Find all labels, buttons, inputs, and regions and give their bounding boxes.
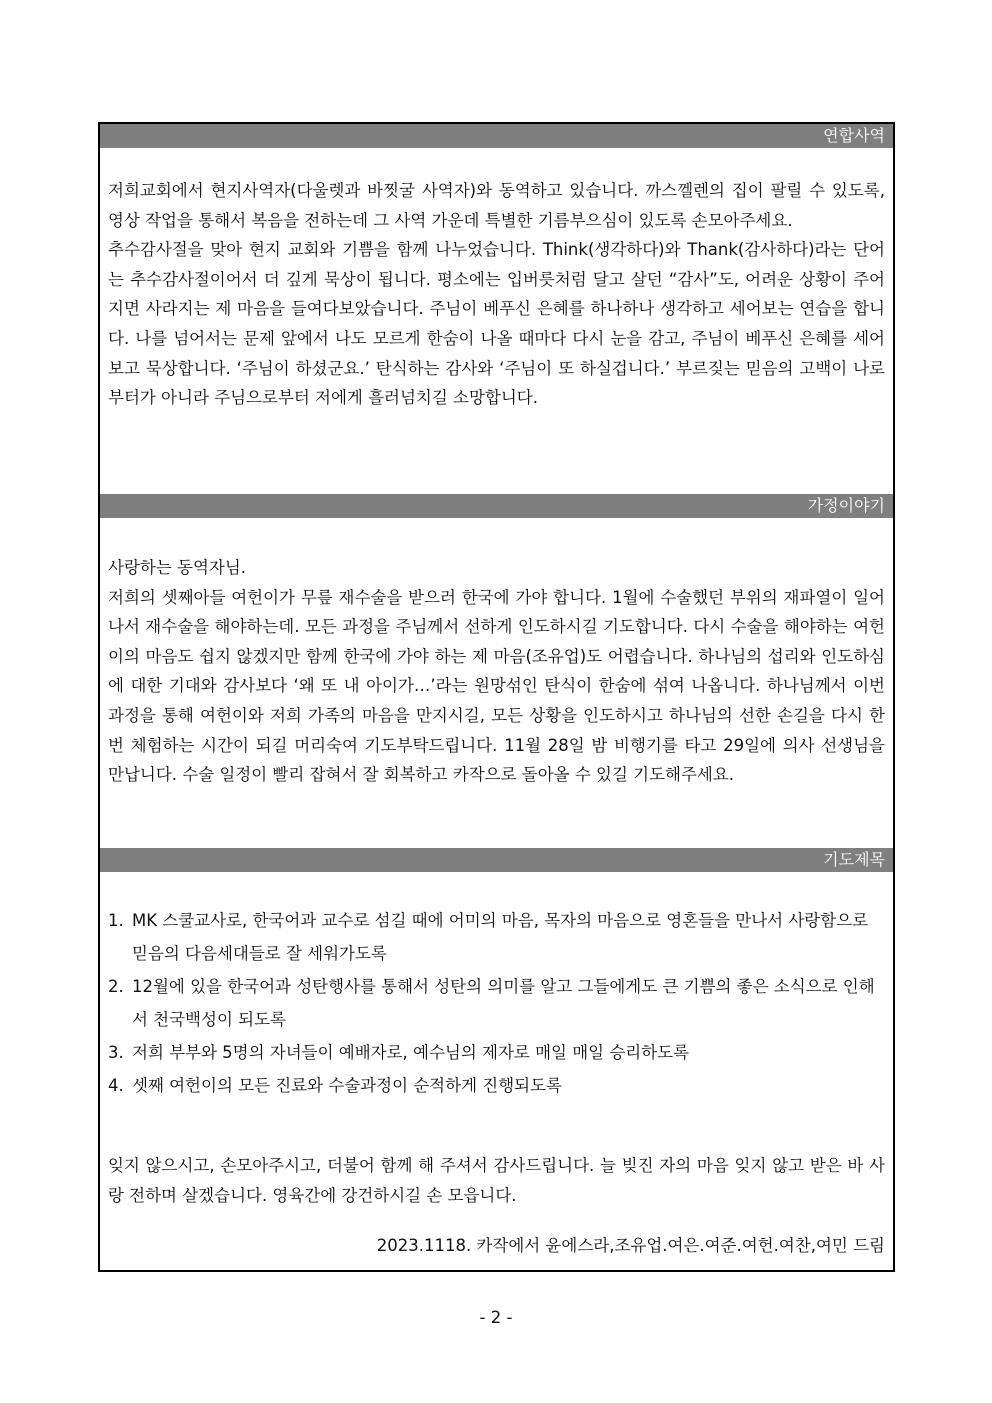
greeting: 사랑하는 동역자님. [108, 558, 247, 577]
section-title: 가정이야기 [807, 496, 885, 515]
list-item [108, 1069, 885, 1102]
closing-text: 잊지 않으시고, 손모아주시고, 더불어 함께 해 주셔서 감사드립니다. 늘 빚진 자의 마음 잊지 않고 받은 바 사랑 전하며 살겠습니다. 영육간에 강건하시길 손 모읍니다. [108, 1156, 885, 1205]
item-number: 1. [108, 911, 124, 930]
family-body [108, 553, 885, 790]
section-title: 연합사역 [823, 126, 885, 145]
signature: 2023.1118. 카작에서 윤에스라,조유업.여은.여준.여헌.여찬,여민 드림 [376, 1236, 885, 1255]
paragraph: 저희교회에서 현지사역자(다울렛과 바찟굴 사역자)와 동역하고 있습니다. 까스껠렌의 집이 팔릴 수 있도록, 영상 작업을 통해서 복음을 전하는데 그 사역 가운데 특별한 기름부으심이 있도록 손모아주세요. [108, 181, 885, 230]
list-item [108, 904, 885, 970]
prayer-list [108, 904, 885, 1102]
list-item [108, 970, 885, 1036]
item-text: MK 스쿨교사로, 한국어과 교수로 섬길 때에 어미의 마음, 목자의 마음으로 영혼들을 만나서 사랑함으로 믿음의 다음세대들로 잘 세워가도록 [132, 911, 869, 963]
section-header-family [100, 494, 893, 518]
ministry-body [108, 176, 885, 413]
paragraph: 저희의 셋째아들 여헌이가 무릎 재수술을 받으러 한국에 가야 합니다. 1월에 수술했던 부위의 재파열이 일어나서 재수술을 해야하는데. 모든 과정을 주님께서 선하게 인도하시길 기도합니다. 다시 수술을 해야하는 여헌이의 마음도 쉽지 않겠지만 함께 한국에 가야 하는 제 마음(조유업)도 어렵습니다. 하나님의 섭리와 인도하심에 대한 기대와 감사보다 ‘왜 또 내 아이가…’라는 원망섞인 탄식이 한숨에 섞여 나옵니다. 하나님께서 이번 과정을 통해 여헌이와 저희 가족의 마음을 만지시길, 모든 상황을 인도하시고 하나님의 선한 손길을 다시 한 번 체험하는 시간이 되길 머리숙여 기도부탁드립니다. 11월 28일 밤 비행기를 타고 29일에 의사 선생님을 만납니다. 수술 일정이 빨리 잡혀서 잘 회복하고 카작으로 돌아올 수 있길 기도해주세요. [108, 587, 885, 785]
item-text: 12월에 있을 한국어과 성탄행사를 통해서 성탄의 의미를 알고 그들에게도 큰 기쁨의 좋은 소식으로 인해서 천국백성이 되도록 [132, 977, 875, 1029]
item-number: 4. [108, 1076, 124, 1095]
item-text: 셋째 여헌이의 모든 진료와 수술과정이 순적하게 진행되도록 [132, 1076, 562, 1095]
newsletter-frame [98, 122, 895, 1272]
closing-message [108, 1151, 885, 1210]
section-header-ministry [100, 124, 893, 148]
list-item [108, 1036, 885, 1069]
item-text: 저희 부부와 5명의 자녀들이 예배자로, 예수님의 제자로 매일 매일 승리하도록 [132, 1043, 690, 1062]
paragraph: 추수감사절을 맞아 현지 교회와 기쁨을 함께 나누었습니다. Think(생각하다)와 Thank(감사하다)라는 단어는 추수감사절이어서 더 깊게 묵상이 됩니다. 평소에는 입버릇처럼 달고 살던 “감사”도, 어려운 상황이 주어지면 사라지는 제 마음을 들여다보았습니다. 주님이 베푸신 은혜를 하나하나 생각하고 세어보는 연습을 합니다. 나를 넘어서는 문제 앞에서 나도 모르게 한숨이 나올 때마다 다시 눈을 감고, 주님이 베푸신 은혜를 세어보고 묵상합니다. ‘주님이 하셨군요.’ 탄식하는 감사와 ‘주님이 또 하실겁니다.’ 부르짖는 믿음의 고백이 나로부터가 아니라 주님으로부터 저에게 흘러넘치길 소망합니다. [108, 240, 885, 408]
section-title: 기도제목 [823, 850, 885, 869]
item-number: 3. [108, 1043, 124, 1062]
item-number: 2. [108, 977, 124, 996]
page-number: - 2 - [479, 1308, 513, 1327]
section-header-prayer [100, 848, 893, 872]
